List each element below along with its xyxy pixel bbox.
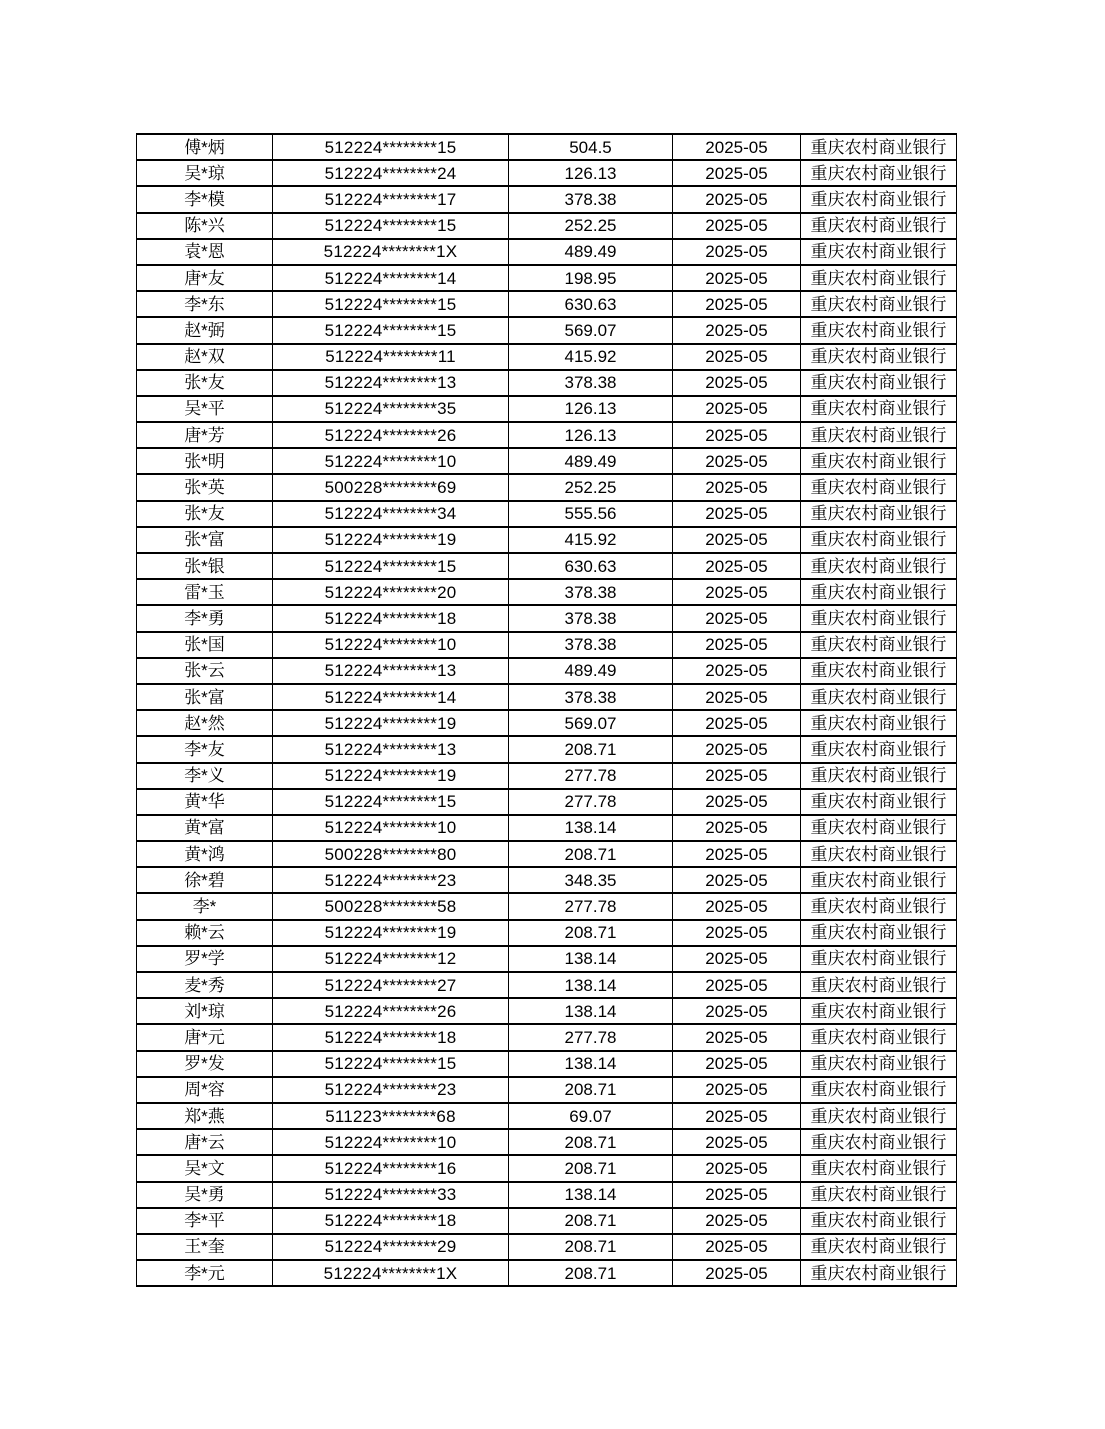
cell-bank-name: 重庆农村商业银行: [801, 1260, 957, 1286]
cell-month: 2025-05: [673, 344, 801, 370]
cell-bank-name: 重庆农村商业银行: [801, 265, 957, 291]
table-row: [137, 134, 957, 160]
cell-month: 2025-05: [673, 946, 801, 972]
cell-masked-name: 吴*平: [137, 396, 273, 422]
cell-bank-name: 重庆农村商业银行: [801, 527, 957, 553]
cell-bank-name: 重庆农村商业银行: [801, 867, 957, 893]
cell-bank-name: 重庆农村商业银行: [801, 789, 957, 815]
table-row: [137, 579, 957, 605]
cell-amount: 208.71: [509, 1077, 673, 1103]
cell-bank-name: 重庆农村商业银行: [801, 972, 957, 998]
cell-month: 2025-05: [673, 763, 801, 789]
cell-amount: 208.71: [509, 920, 673, 946]
cell-masked-id-number: 512224********13: [273, 658, 509, 684]
cell-amount: 126.13: [509, 396, 673, 422]
cell-masked-name: 张*云: [137, 658, 273, 684]
cell-masked-name: 麦*秀: [137, 972, 273, 998]
cell-month: 2025-05: [673, 920, 801, 946]
cell-masked-id-number: 512224********12: [273, 946, 509, 972]
cell-bank-name: 重庆农村商业银行: [801, 710, 957, 736]
table-row: [137, 265, 957, 291]
cell-amount: 630.63: [509, 291, 673, 317]
cell-masked-name: 罗*发: [137, 1051, 273, 1077]
table-row: [137, 605, 957, 631]
cell-masked-name: 刘*琼: [137, 998, 273, 1024]
cell-amount: 277.78: [509, 789, 673, 815]
cell-masked-id-number: 512224********27: [273, 972, 509, 998]
cell-masked-id-number: 512224********11: [273, 344, 509, 370]
cell-amount: 489.49: [509, 658, 673, 684]
cell-month: 2025-05: [673, 317, 801, 343]
cell-masked-id-number: 512224********10: [273, 632, 509, 658]
cell-masked-name: 李*东: [137, 291, 273, 317]
cell-masked-id-number: 512224********26: [273, 422, 509, 448]
cell-amount: 569.07: [509, 710, 673, 736]
cell-month: 2025-05: [673, 789, 801, 815]
cell-bank-name: 重庆农村商业银行: [801, 1234, 957, 1260]
cell-bank-name: 重庆农村商业银行: [801, 448, 957, 474]
cell-masked-id-number: 512224********10: [273, 1129, 509, 1155]
cell-masked-name: 张*银: [137, 553, 273, 579]
cell-masked-name: 李*友: [137, 736, 273, 762]
cell-masked-id-number: 512224********15: [273, 553, 509, 579]
cell-month: 2025-05: [673, 1051, 801, 1077]
cell-masked-name: 黄*华: [137, 789, 273, 815]
cell-masked-id-number: 512224********10: [273, 448, 509, 474]
table-row: [137, 239, 957, 265]
cell-masked-id-number: 512224********23: [273, 867, 509, 893]
cell-month: 2025-05: [673, 1208, 801, 1234]
cell-amount: 378.38: [509, 186, 673, 212]
cell-bank-name: 重庆农村商业银行: [801, 553, 957, 579]
cell-masked-id-number: 512224********19: [273, 710, 509, 736]
cell-amount: 277.78: [509, 763, 673, 789]
cell-masked-id-number: 511223********68: [273, 1103, 509, 1129]
cell-amount: 504.5: [509, 134, 673, 160]
cell-masked-id-number: 512224********15: [273, 291, 509, 317]
table-row: [137, 474, 957, 500]
cell-amount: 198.95: [509, 265, 673, 291]
cell-amount: 252.25: [509, 474, 673, 500]
cell-month: 2025-05: [673, 1129, 801, 1155]
cell-bank-name: 重庆农村商业银行: [801, 344, 957, 370]
cell-masked-id-number: 512224********24: [273, 160, 509, 186]
cell-amount: 138.14: [509, 998, 673, 1024]
cell-masked-name: 袁*恩: [137, 239, 273, 265]
cell-bank-name: 重庆农村商业银行: [801, 1024, 957, 1050]
cell-amount: 208.71: [509, 841, 673, 867]
cell-bank-name: 重庆农村商业银行: [801, 239, 957, 265]
cell-masked-name: 罗*学: [137, 946, 273, 972]
cell-amount: 208.71: [509, 1155, 673, 1181]
cell-month: 2025-05: [673, 710, 801, 736]
cell-month: 2025-05: [673, 1234, 801, 1260]
table-row: [137, 946, 957, 972]
cell-masked-name: 张*富: [137, 527, 273, 553]
cell-month: 2025-05: [673, 160, 801, 186]
cell-amount: 126.13: [509, 160, 673, 186]
cell-masked-name: 陈*兴: [137, 213, 273, 239]
cell-bank-name: 重庆农村商业银行: [801, 134, 957, 160]
cell-bank-name: 重庆农村商业银行: [801, 736, 957, 762]
cell-bank-name: 重庆农村商业银行: [801, 370, 957, 396]
cell-masked-id-number: 500228********80: [273, 841, 509, 867]
table-row: [137, 684, 957, 710]
table-row: [137, 344, 957, 370]
table-row: [137, 186, 957, 212]
cell-amount: 378.38: [509, 579, 673, 605]
cell-month: 2025-05: [673, 213, 801, 239]
cell-month: 2025-05: [673, 658, 801, 684]
cell-bank-name: 重庆农村商业银行: [801, 1103, 957, 1129]
cell-month: 2025-05: [673, 186, 801, 212]
cell-masked-name: 吴*琼: [137, 160, 273, 186]
cell-masked-id-number: 500228********69: [273, 474, 509, 500]
cell-masked-name: 张*友: [137, 370, 273, 396]
cell-amount: 277.78: [509, 893, 673, 919]
cell-bank-name: 重庆农村商业银行: [801, 291, 957, 317]
table-row: [137, 1024, 957, 1050]
cell-amount: 489.49: [509, 448, 673, 474]
cell-month: 2025-05: [673, 815, 801, 841]
cell-month: 2025-05: [673, 1103, 801, 1129]
cell-masked-name: 吴*文: [137, 1155, 273, 1181]
cell-bank-name: 重庆农村商业银行: [801, 1182, 957, 1208]
cell-masked-id-number: 512224********17: [273, 186, 509, 212]
cell-bank-name: 重庆农村商业银行: [801, 632, 957, 658]
cell-amount: 138.14: [509, 1051, 673, 1077]
cell-bank-name: 重庆农村商业银行: [801, 763, 957, 789]
cell-masked-id-number: 512224********14: [273, 684, 509, 710]
cell-masked-id-number: 512224********35: [273, 396, 509, 422]
cell-month: 2025-05: [673, 239, 801, 265]
cell-masked-id-number: 512224********18: [273, 1024, 509, 1050]
cell-amount: 208.71: [509, 1260, 673, 1286]
cell-bank-name: 重庆农村商业银行: [801, 920, 957, 946]
cell-masked-name: 唐*友: [137, 265, 273, 291]
cell-masked-name: 黄*富: [137, 815, 273, 841]
cell-masked-name: 赖*云: [137, 920, 273, 946]
table-row: [137, 736, 957, 762]
table-row: [137, 972, 957, 998]
cell-masked-id-number: 512224********15: [273, 1051, 509, 1077]
cell-masked-id-number: 512224********34: [273, 501, 509, 527]
cell-bank-name: 重庆农村商业银行: [801, 946, 957, 972]
cell-masked-name: 李*平: [137, 1208, 273, 1234]
cell-month: 2025-05: [673, 867, 801, 893]
payment-list-table: [136, 133, 957, 1287]
cell-bank-name: 重庆农村商业银行: [801, 815, 957, 841]
cell-amount: 489.49: [509, 239, 673, 265]
cell-bank-name: 重庆农村商业银行: [801, 579, 957, 605]
cell-masked-id-number: 512224********20: [273, 579, 509, 605]
cell-amount: 208.71: [509, 1129, 673, 1155]
table-row: [137, 1103, 957, 1129]
cell-month: 2025-05: [673, 553, 801, 579]
cell-masked-id-number: 512224********19: [273, 763, 509, 789]
cell-bank-name: 重庆农村商业银行: [801, 1077, 957, 1103]
cell-masked-name: 赵*弼: [137, 317, 273, 343]
cell-masked-name: 张*明: [137, 448, 273, 474]
cell-month: 2025-05: [673, 370, 801, 396]
cell-masked-id-number: 512224********19: [273, 527, 509, 553]
cell-masked-name: 赵*双: [137, 344, 273, 370]
cell-amount: 69.07: [509, 1103, 673, 1129]
cell-amount: 208.71: [509, 1234, 673, 1260]
cell-bank-name: 重庆农村商业银行: [801, 396, 957, 422]
cell-month: 2025-05: [673, 448, 801, 474]
cell-bank-name: 重庆农村商业银行: [801, 1155, 957, 1181]
cell-month: 2025-05: [673, 605, 801, 631]
cell-month: 2025-05: [673, 474, 801, 500]
table-row: [137, 1182, 957, 1208]
table-row: [137, 501, 957, 527]
cell-month: 2025-05: [673, 1182, 801, 1208]
cell-amount: 277.78: [509, 1024, 673, 1050]
table-row: [137, 789, 957, 815]
cell-bank-name: 重庆农村商业银行: [801, 422, 957, 448]
cell-amount: 138.14: [509, 1182, 673, 1208]
table-row: [137, 1260, 957, 1286]
cell-bank-name: 重庆农村商业银行: [801, 605, 957, 631]
cell-amount: 415.92: [509, 527, 673, 553]
cell-masked-name: 傅*炳: [137, 134, 273, 160]
cell-amount: 138.14: [509, 946, 673, 972]
cell-masked-id-number: 512224********1X: [273, 239, 509, 265]
table-body: [137, 134, 957, 1286]
cell-masked-id-number: 512224********15: [273, 134, 509, 160]
cell-masked-name: 唐*元: [137, 1024, 273, 1050]
cell-masked-name: 王*奎: [137, 1234, 273, 1260]
table-row: [137, 527, 957, 553]
cell-masked-id-number: 512224********19: [273, 920, 509, 946]
cell-amount: 378.38: [509, 632, 673, 658]
table-row: [137, 998, 957, 1024]
cell-masked-id-number: 512224********15: [273, 213, 509, 239]
cell-masked-name: 唐*云: [137, 1129, 273, 1155]
cell-masked-id-number: 512224********14: [273, 265, 509, 291]
cell-month: 2025-05: [673, 134, 801, 160]
cell-bank-name: 重庆农村商业银行: [801, 841, 957, 867]
cell-month: 2025-05: [673, 1024, 801, 1050]
cell-bank-name: 重庆农村商业银行: [801, 684, 957, 710]
cell-masked-name: 雷*玉: [137, 579, 273, 605]
cell-bank-name: 重庆农村商业银行: [801, 186, 957, 212]
cell-amount: 208.71: [509, 1208, 673, 1234]
cell-masked-name: 李*元: [137, 1260, 273, 1286]
table-row: [137, 317, 957, 343]
table-row: [137, 815, 957, 841]
cell-masked-name: 张*友: [137, 501, 273, 527]
cell-amount: 415.92: [509, 344, 673, 370]
cell-month: 2025-05: [673, 422, 801, 448]
cell-month: 2025-05: [673, 396, 801, 422]
table-row: [137, 553, 957, 579]
cell-bank-name: 重庆农村商业银行: [801, 317, 957, 343]
cell-masked-name: 李*模: [137, 186, 273, 212]
cell-masked-id-number: 512224********18: [273, 1208, 509, 1234]
cell-month: 2025-05: [673, 998, 801, 1024]
cell-masked-id-number: 512224********29: [273, 1234, 509, 1260]
table-row: [137, 160, 957, 186]
cell-amount: 138.14: [509, 972, 673, 998]
cell-masked-name: 李*义: [137, 763, 273, 789]
table-row: [137, 658, 957, 684]
cell-month: 2025-05: [673, 972, 801, 998]
table-row: [137, 710, 957, 736]
cell-amount: 378.38: [509, 684, 673, 710]
cell-masked-name: 李*: [137, 893, 273, 919]
cell-amount: 208.71: [509, 736, 673, 762]
table-row: [137, 1208, 957, 1234]
cell-month: 2025-05: [673, 1155, 801, 1181]
cell-masked-id-number: 512224********13: [273, 370, 509, 396]
cell-month: 2025-05: [673, 527, 801, 553]
table-row: [137, 1077, 957, 1103]
cell-month: 2025-05: [673, 893, 801, 919]
cell-bank-name: 重庆农村商业银行: [801, 1129, 957, 1155]
cell-bank-name: 重庆农村商业银行: [801, 1051, 957, 1077]
cell-masked-name: 吴*勇: [137, 1182, 273, 1208]
table-row: [137, 763, 957, 789]
table-row: [137, 841, 957, 867]
cell-month: 2025-05: [673, 1260, 801, 1286]
cell-amount: 569.07: [509, 317, 673, 343]
table-row: [137, 370, 957, 396]
cell-amount: 138.14: [509, 815, 673, 841]
cell-masked-id-number: 512224********23: [273, 1077, 509, 1103]
cell-amount: 378.38: [509, 605, 673, 631]
table-row: [137, 448, 957, 474]
cell-masked-id-number: 500228********58: [273, 893, 509, 919]
table-row: [137, 1051, 957, 1077]
cell-masked-id-number: 512224********16: [273, 1155, 509, 1181]
cell-masked-id-number: 512224********26: [273, 998, 509, 1024]
cell-amount: 126.13: [509, 422, 673, 448]
cell-month: 2025-05: [673, 265, 801, 291]
table-row: [137, 632, 957, 658]
cell-masked-name: 周*容: [137, 1077, 273, 1103]
cell-masked-id-number: 512224********13: [273, 736, 509, 762]
cell-bank-name: 重庆农村商业银行: [801, 474, 957, 500]
cell-bank-name: 重庆农村商业银行: [801, 160, 957, 186]
table-row: [137, 291, 957, 317]
cell-bank-name: 重庆农村商业银行: [801, 658, 957, 684]
cell-month: 2025-05: [673, 736, 801, 762]
cell-bank-name: 重庆农村商业银行: [801, 998, 957, 1024]
table-row: [137, 920, 957, 946]
cell-month: 2025-05: [673, 841, 801, 867]
cell-amount: 555.56: [509, 501, 673, 527]
cell-masked-name: 黄*鸿: [137, 841, 273, 867]
cell-amount: 630.63: [509, 553, 673, 579]
cell-masked-name: 张*英: [137, 474, 273, 500]
cell-masked-id-number: 512224********10: [273, 815, 509, 841]
table-row: [137, 213, 957, 239]
cell-masked-id-number: 512224********15: [273, 317, 509, 343]
cell-month: 2025-05: [673, 579, 801, 605]
cell-month: 2025-05: [673, 501, 801, 527]
cell-masked-name: 李*勇: [137, 605, 273, 631]
cell-month: 2025-05: [673, 632, 801, 658]
table-row: [137, 893, 957, 919]
cell-bank-name: 重庆农村商业银行: [801, 501, 957, 527]
table-row: [137, 422, 957, 448]
cell-masked-name: 唐*芳: [137, 422, 273, 448]
table-row: [137, 1129, 957, 1155]
table-row: [137, 1155, 957, 1181]
cell-month: 2025-05: [673, 1077, 801, 1103]
table-row: [137, 1234, 957, 1260]
cell-masked-id-number: 512224********33: [273, 1182, 509, 1208]
cell-masked-name: 郑*燕: [137, 1103, 273, 1129]
table-row: [137, 867, 957, 893]
cell-masked-name: 张*富: [137, 684, 273, 710]
cell-bank-name: 重庆农村商业银行: [801, 1208, 957, 1234]
cell-bank-name: 重庆农村商业银行: [801, 213, 957, 239]
cell-masked-name: 徐*碧: [137, 867, 273, 893]
cell-masked-id-number: 512224********1X: [273, 1260, 509, 1286]
cell-masked-name: 张*国: [137, 632, 273, 658]
cell-month: 2025-05: [673, 291, 801, 317]
cell-month: 2025-05: [673, 684, 801, 710]
cell-masked-id-number: 512224********15: [273, 789, 509, 815]
cell-amount: 252.25: [509, 213, 673, 239]
cell-bank-name: 重庆农村商业银行: [801, 893, 957, 919]
cell-masked-id-number: 512224********18: [273, 605, 509, 631]
cell-masked-name: 赵*然: [137, 710, 273, 736]
cell-amount: 348.35: [509, 867, 673, 893]
cell-amount: 378.38: [509, 370, 673, 396]
table-row: [137, 396, 957, 422]
